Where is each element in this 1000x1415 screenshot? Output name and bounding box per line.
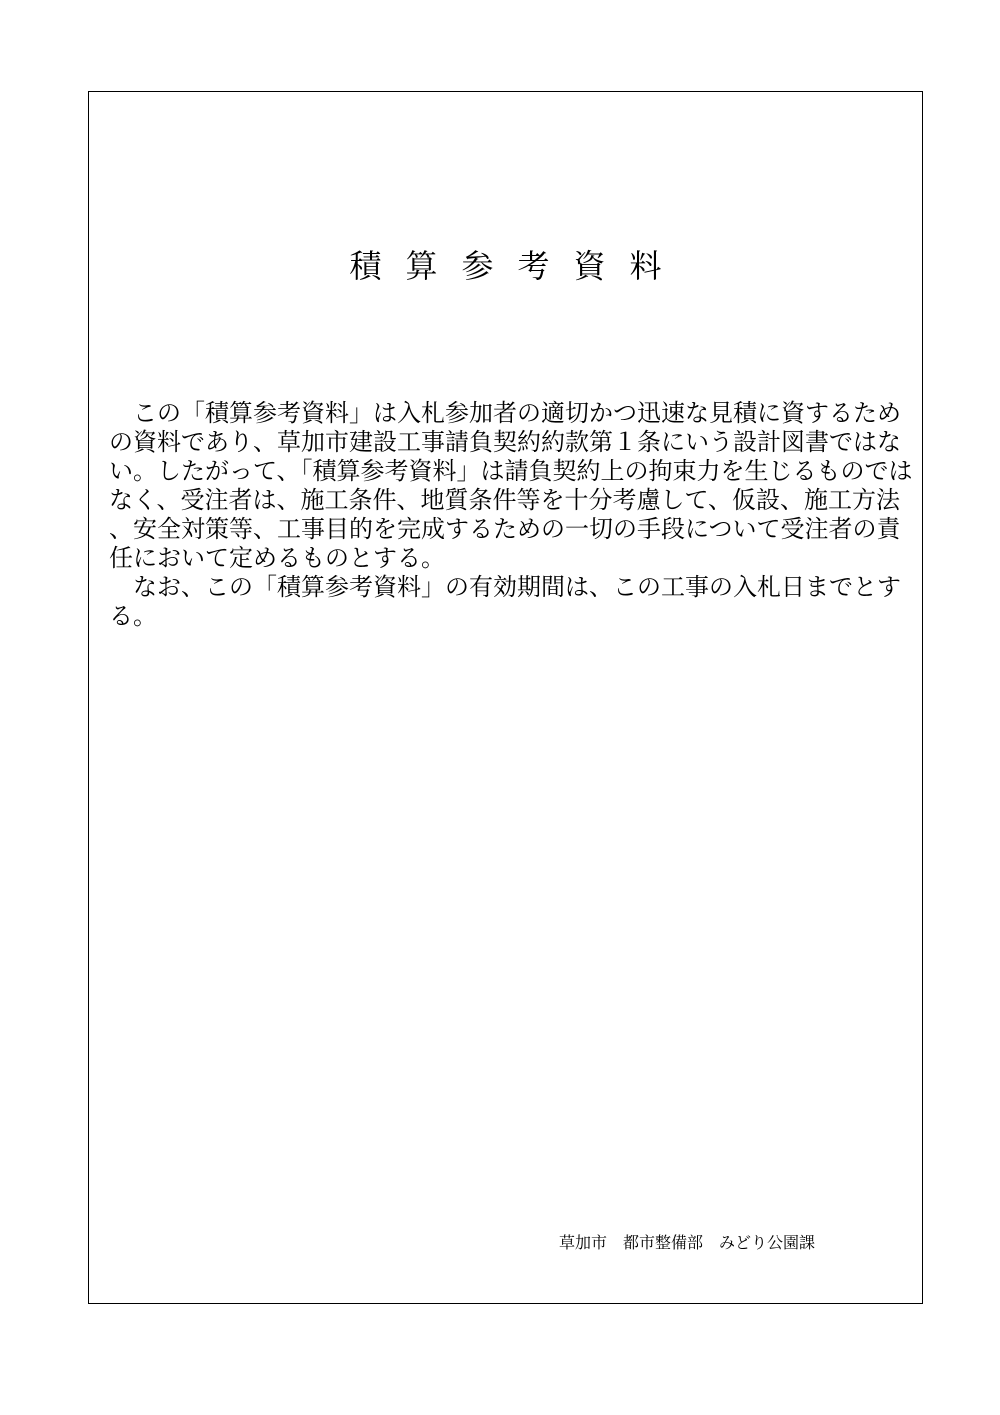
- document-frame: [88, 91, 923, 1304]
- document-title: 積算参考資料: [349, 247, 686, 285]
- body-paragraph-1: この「積算参考資料」は入札参加者の適切かつ迅速な見積に資するための資料であり、草加市建設工事請負契約約款第１条にいう設計図書ではない。したがって、「積算参考資料」は請負契約上の拘束力を生じるものではなく、受注者は、施工条件、地質条件等を十分考慮して、仮設、施工方法、安全対策等、工事目的を完成するための一切の手段について受注者の責任において定めるものとする。: [109, 399, 913, 572]
- body-paragraph-2: なお、この「積算参考資料」の有効期間は、この工事の入札日までとする。: [109, 573, 901, 630]
- issuer-footer: 草加市 都市整備部 みどり公園課: [559, 1233, 816, 1252]
- document-body: [109, 399, 919, 631]
